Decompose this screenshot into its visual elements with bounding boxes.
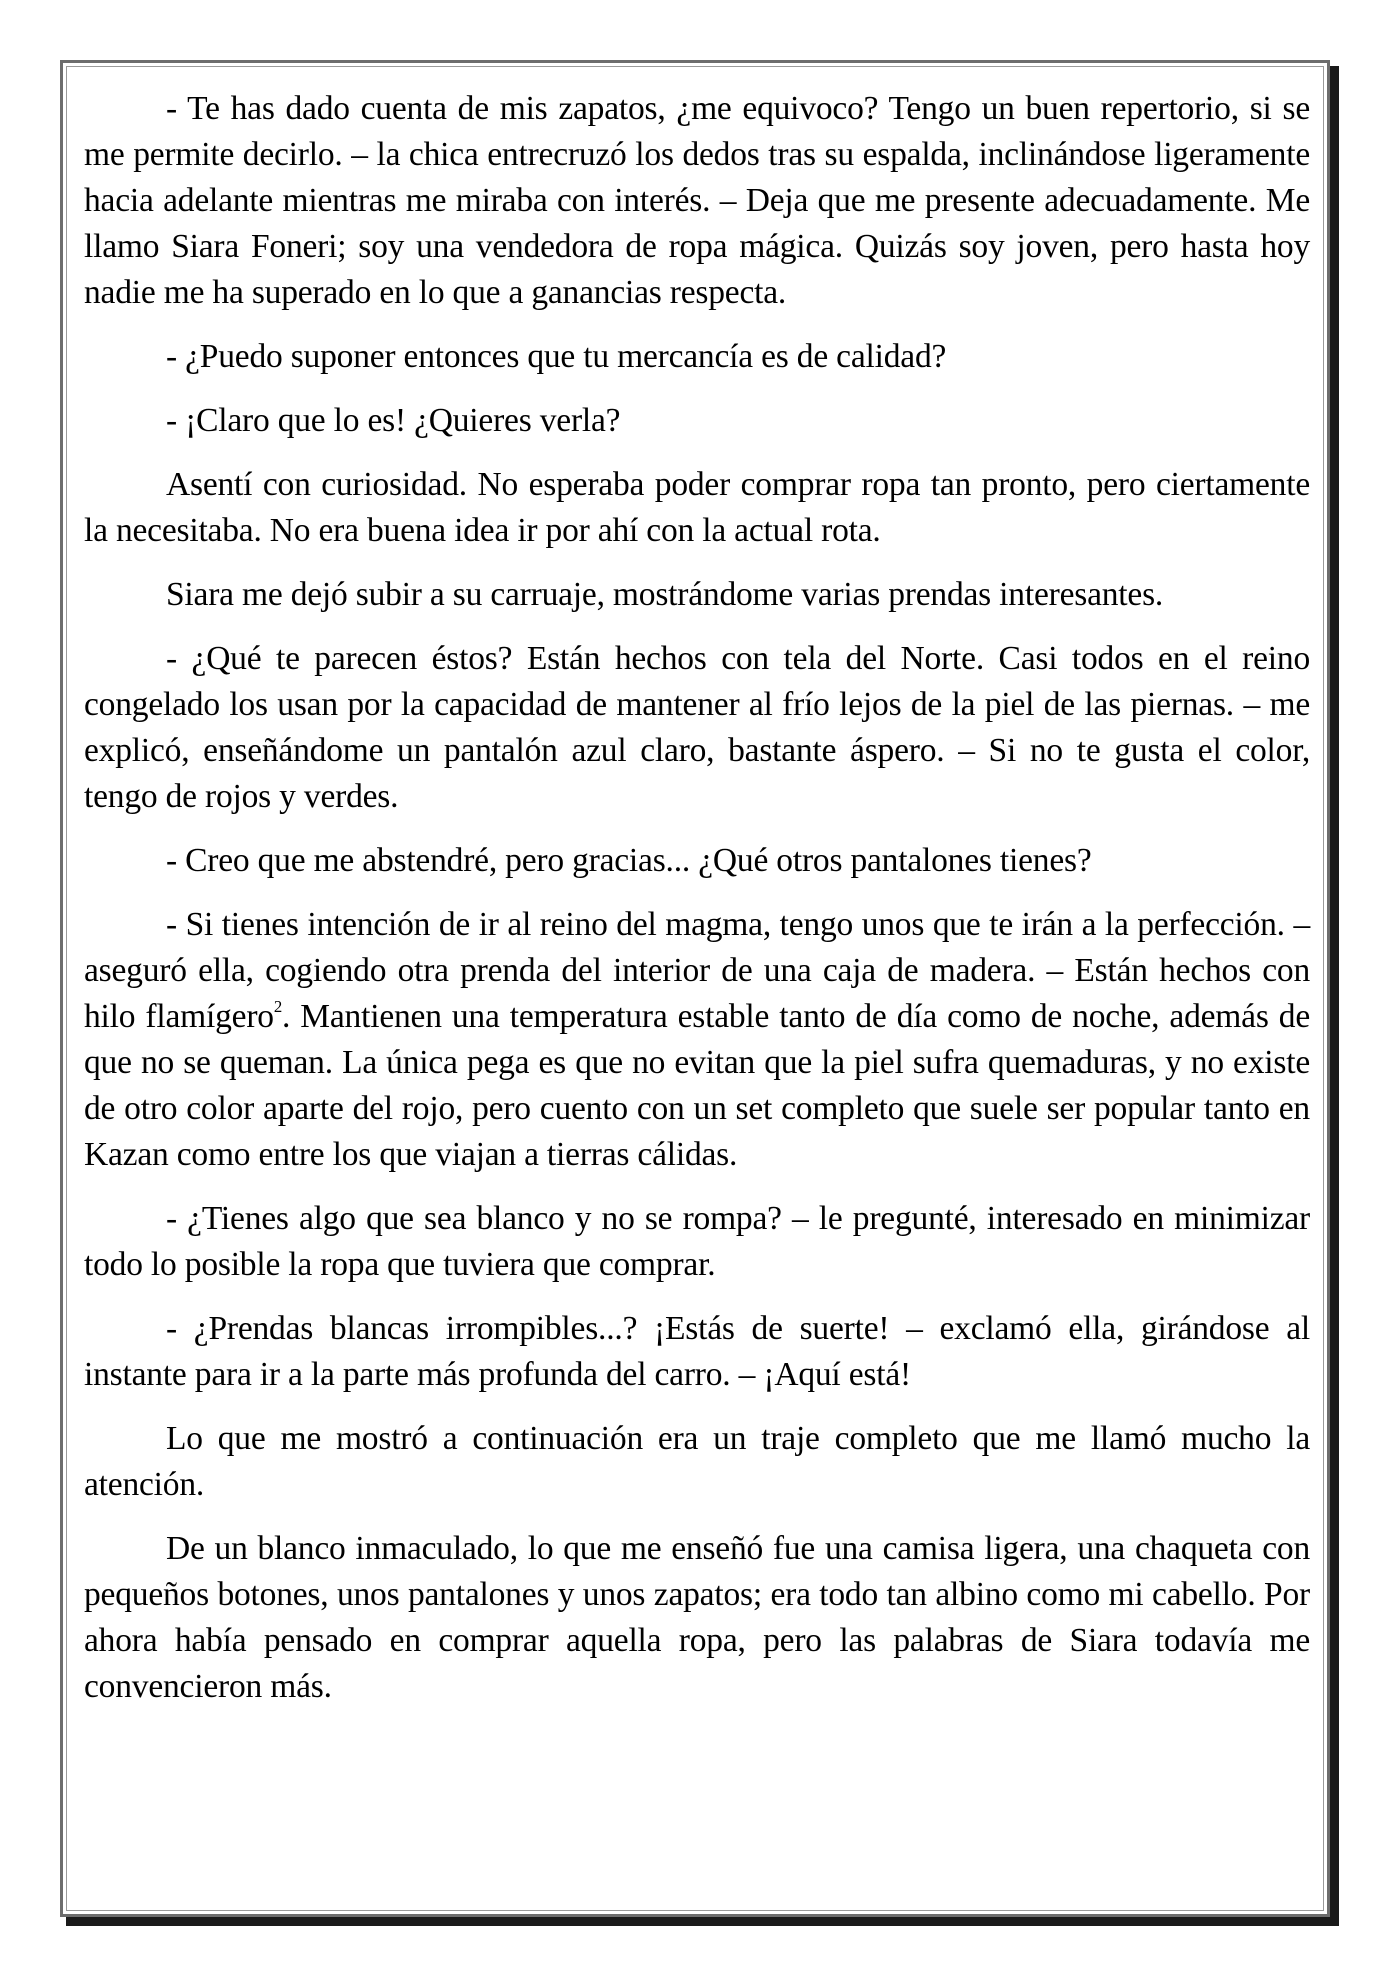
paragraph: - ¿Qué te parecen éstos? Están hechos con tela del Norte. Casi todos en el reino congelado los usan por la capacidad de mantener al frío lejos de la piel de las piernas. – me explicó, enseñándome un pantalón azul claro, bastante áspero. – Si no te gusta el color, tengo de rojos y verdes. (84, 640, 1310, 815)
paragraph-text: . Mantienen una temperatura estable tanto de día como de noche, además de que no se queman. La única pega es que no evitan que la piel sufra quemaduras, y no existe de otro color aparte del rojo, pero cuento con un set completo que suele ser popular tanto en Kazan como entre los que viajan a tierras cálidas. (84, 998, 1310, 1173)
paragraph: De un blanco inmaculado, lo que me enseñó fue una camisa ligera, una chaqueta con pequeños botones, unos pantalones y unos zapatos; era todo tan albino como mi cabello. Por ahora había pensado en comprar aquella ropa, pero las palabras de Siara todavía me convencieron más. (84, 1530, 1310, 1705)
footnote-marker: 2 (273, 996, 283, 1016)
paragraph: - Creo que me abstendré, pero gracias... ¿Qué otros pantalones tienes? (166, 842, 1092, 879)
paragraph (84, 902, 1310, 1178)
paragraph: - ¿Prendas blancas irrompibles...? ¡Estás de suerte! – exclamó ella, girándose al instante para ir a la parte más profunda del carro. – ¡Aquí está! (84, 1310, 1310, 1393)
paragraph: - Te has dado cuenta de mis zapatos, ¿me equivoco? Tengo un buen repertorio, si se me permite decirlo. – la chica entrecruzó los dedos tras su espalda, inclinándose ligeramente hacia adelante mientras me miraba con interés. – Deja que me presente adecuadamente. Me llamo Siara Foneri; soy una vendedora de ropa mágica. Quizás soy joven, pero hasta hoy nadie me ha superado en lo que a ganancias respecta. (84, 90, 1310, 311)
paragraph: Siara me dejó subir a su carruaje, mostrándome varias prendas interesantes. (166, 576, 1164, 613)
paragraph: - ¡Claro que lo es! ¿Quieres verla? (166, 402, 621, 439)
page-body (84, 86, 1310, 1728)
paragraph: - ¿Puedo suponer entonces que tu mercancía es de calidad? (166, 338, 947, 375)
paragraph: Lo que me mostró a continuación era un traje completo que me llamó mucho la atención. (84, 1420, 1310, 1503)
paragraph: Asentí con curiosidad. No esperaba poder comprar ropa tan pronto, pero ciertamente la necesitaba. No era buena idea ir por ahí con la actual rota. (84, 466, 1310, 549)
paragraph: - ¿Tienes algo que sea blanco y no se rompa? – le pregunté, interesado en minimizar todo lo posible la ropa que tuviera que comprar. (84, 1200, 1310, 1283)
paragraph-text: - Si tienes intención de ir al reino del magma, tengo unos que te irán a la perfección. – aseguró ella, cogiendo otra prenda del interior de una caja de madera. – Están hechos con hilo flamígero (84, 906, 1310, 1035)
